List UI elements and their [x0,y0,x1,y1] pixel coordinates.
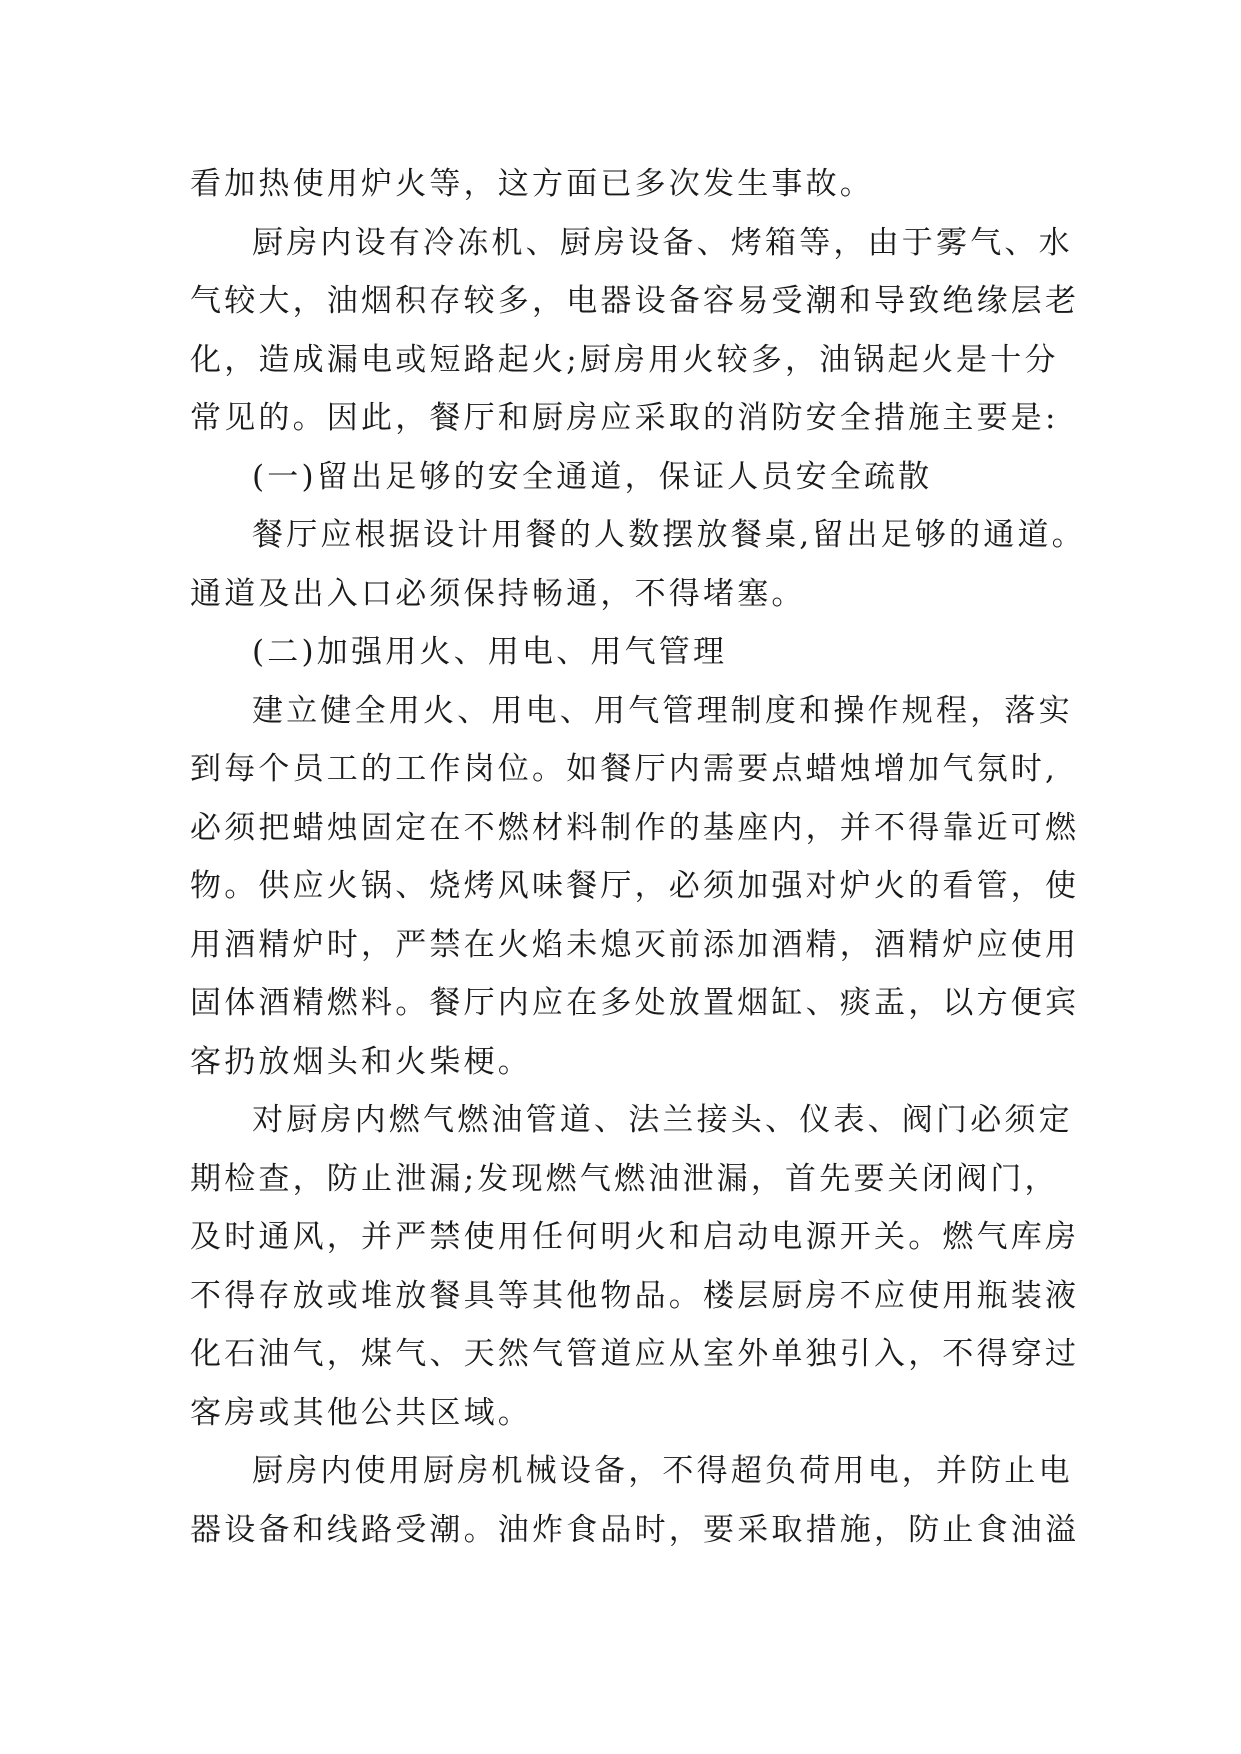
text-line: 不得存放或堆放餐具等其他物品。楼层厨房不应使用瓶装液 [190,1277,1080,1314]
text-line: 器设备和线路受潮。油炸食品时，要采取措施，防止食油溢 [190,1511,1080,1548]
text-line: 客房或其他公共区域。 [190,1394,532,1431]
text-line: 及时通风，并严禁使用任何明火和启动电源开关。燃气库房 [190,1219,1080,1255]
text-line: 必须把蜡烛固定在不燃材料制作的基座内，并不得靠近可燃 [190,809,1080,846]
text-line: 化，造成漏电或短路起火;厨房用火较多，油锅起火是十分 [190,341,1059,378]
text-line: 化石油气，煤气、天然气管道应从室外单独引入，不得穿过 [190,1336,1080,1372]
text-line: 厨房内使用厨房机械设备，不得超负荷用电，并防止电 [252,1453,1073,1489]
text-line: 客扔放烟头和火柴梗。 [190,1043,532,1080]
text-line: 固体酒精燃料。餐厅内应在多处放置烟缸、痰盂，以方便宾 [190,985,1080,1021]
text-line: 常见的。因此，餐厅和厨房应采取的消防安全措施主要是: [190,400,1059,436]
text-line: 气较大，油烟积存较多，电器设备容易受潮和导致绝缘层老 [190,283,1080,319]
text-line: 对厨房内燃气燃油管道、法兰接头、仪表、阀门必须定 [252,1102,1073,1138]
text-line: 餐厅应根据设计用餐的人数摆放餐桌,留出足够的通道。 [252,517,1086,553]
text-line: 看加热使用炉火等，这方面已多次发生事故。 [190,166,874,202]
text-line: 期检查，防止泄漏;发现燃气燃油泄漏，首先要关闭阀门， [190,1160,1059,1197]
text-line: 建立健全用火、用电、用气管理制度和操作规程，落实 [252,692,1073,729]
section-heading: (一)留出足够的安全通道，保证人员安全疏散 [252,458,933,495]
text-line: 到每个员工的工作岗位。如餐厅内需要点蜡烛增加气氛时, [190,751,1059,787]
text-line: 厨房内设有冷冻机、厨房设备、烤箱等，由于雾气、水 [252,224,1073,261]
text-line: 物。供应火锅、烧烤风味餐厅，必须加强对炉火的看管，使 [190,868,1080,904]
text-line: 用酒精炉时，严禁在火焰未熄灭前添加酒精，酒精炉应使用 [190,926,1080,963]
document-body [190,155,1086,1559]
text-line: 通道及出入口必须保持畅通，不得堵塞。 [190,575,806,612]
section-heading: (二)加强用火、用电、用气管理 [252,634,728,670]
